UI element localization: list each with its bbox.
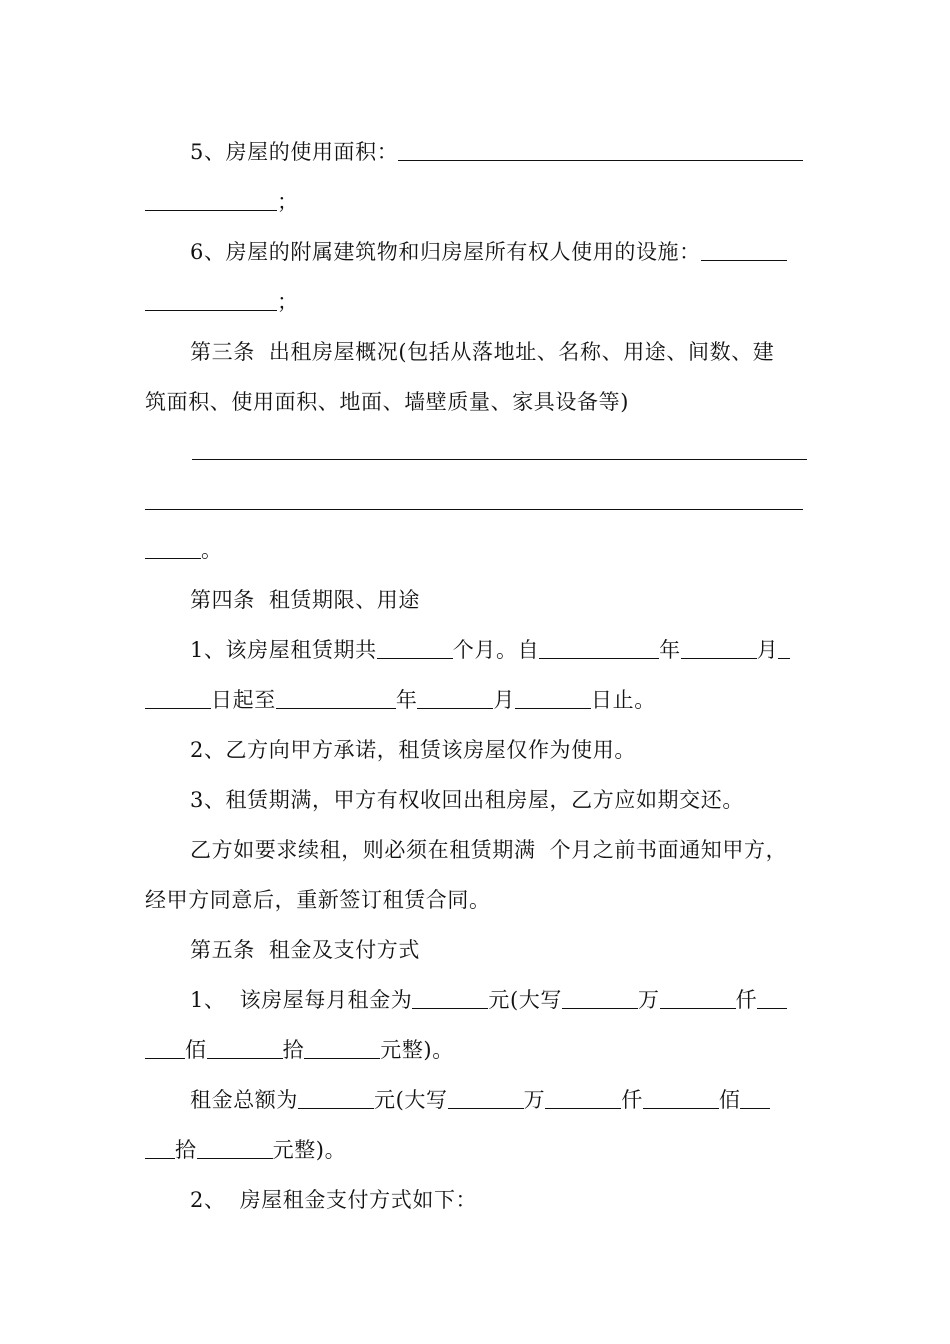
- usage-promise-line: [145, 735, 807, 765]
- yuan-uppercase-label: 元(大写: [374, 1088, 448, 1112]
- semicolon: ；: [277, 190, 299, 214]
- total-bai-blank: [643, 1087, 719, 1109]
- article-3-number: 第三条: [190, 340, 255, 364]
- total-yuan-blank: [197, 1137, 273, 1159]
- rent-amount-blank: [412, 987, 488, 1009]
- description-blank-1: [192, 459, 807, 460]
- usable-area-label: 5、房屋的使用面积：: [190, 140, 399, 164]
- day-end-label: 日止。: [591, 688, 656, 712]
- month-label: 月: [756, 638, 779, 662]
- start-year-blank: [539, 637, 659, 659]
- end-year-blank: [276, 687, 396, 709]
- article-4-heading: [145, 585, 807, 615]
- bai-blank-2: [145, 1037, 185, 1059]
- yuan-end-label: 元整)。: [272, 1138, 347, 1162]
- shi-blank: [207, 1037, 283, 1059]
- lease-term-label: 1、该房屋租赁期共: [190, 638, 377, 662]
- lease-expiry-text: 3、租赁期满，甲方有权收回出租房屋，乙方应如期交还。: [190, 788, 744, 812]
- start-month-blank: [681, 637, 757, 659]
- total-rent-continuation: [145, 1135, 807, 1165]
- description-blank-3: [145, 537, 201, 559]
- start-day-blank: [778, 637, 790, 659]
- until-label: 日起至: [211, 688, 276, 712]
- facilities-blank-2: [145, 289, 277, 311]
- article-4-title: 租赁期限、用途: [268, 588, 421, 612]
- usable-area-line: [145, 137, 807, 167]
- start-day-blank-2: [145, 687, 211, 709]
- lease-term-line: [145, 635, 807, 665]
- usable-area-blank: [398, 139, 803, 161]
- article-5-heading: [145, 935, 807, 965]
- usage-promise-text: 2、乙方向甲方承诺，租赁该房屋仅作为使用。: [190, 738, 636, 762]
- end-day-blank: [515, 687, 591, 709]
- rent-item-number: 1、: [190, 988, 226, 1012]
- months-from-label: 个月。自: [452, 638, 540, 662]
- monthly-rent-continuation: [145, 1035, 807, 1065]
- total-qian-blank: [545, 1087, 621, 1109]
- article-5-number: 第五条: [190, 938, 255, 962]
- bai-label: 佰: [718, 1088, 741, 1112]
- article-3-continuation: [145, 387, 807, 417]
- total-rent-label: 租金总额为: [190, 1088, 298, 1112]
- article-3-text: 出租房屋概况(包括从落地址、名称、用途、间数、建: [268, 340, 775, 364]
- renewal-text-a: 乙方如要求续租，则必须在租赁期满: [190, 838, 536, 862]
- qian-label: 仟: [735, 988, 758, 1012]
- facilities-line: [145, 237, 807, 267]
- payment-method-label: 房屋租金支付方式如下：: [239, 1188, 478, 1212]
- year-label: 年: [395, 688, 418, 712]
- facilities-label: 6、房屋的附属建筑物和归房屋所有权人使用的设施：: [190, 240, 701, 264]
- facilities-continuation: [145, 287, 807, 317]
- end-month-blank: [417, 687, 493, 709]
- total-amount-blank: [298, 1087, 374, 1109]
- qian-blank: [660, 987, 736, 1009]
- qian-label: 仟: [621, 1088, 643, 1112]
- description-end: [145, 535, 807, 565]
- article-4-number: 第四条: [190, 588, 255, 612]
- semicolon: ；: [277, 290, 299, 314]
- renewal-continuation: [145, 885, 807, 915]
- month-label: 月: [493, 688, 516, 712]
- renewal-line: [145, 835, 807, 865]
- total-shi-blank-2: [145, 1137, 175, 1159]
- yuan-uppercase-label: 元(大写: [488, 988, 562, 1012]
- lease-term-continuation: [145, 685, 807, 715]
- full-stop: 。: [201, 538, 223, 562]
- wan-blank: [562, 987, 638, 1009]
- total-wan-blank: [448, 1087, 524, 1109]
- payment-method-line: [145, 1185, 807, 1215]
- yuan-blank: [304, 1037, 380, 1059]
- bai-label: 佰: [185, 1038, 207, 1062]
- bai-blank: [757, 987, 787, 1009]
- yuan-end-label: 元整)。: [380, 1038, 454, 1062]
- article-3-text-2: 筑面积、使用面积、地面、墙壁质量、家具设备等): [145, 390, 629, 414]
- year-label: 年: [659, 638, 681, 662]
- wan-label: 万: [523, 1088, 546, 1112]
- usable-area-blank-2: [145, 189, 277, 211]
- renewal-text-b: 个月之前书面通知甲方，: [549, 838, 788, 862]
- shi-label: 拾: [282, 1038, 305, 1062]
- wan-label: 万: [637, 988, 660, 1012]
- monthly-rent-line: [145, 985, 807, 1015]
- article-5-title: 租金及支付方式: [268, 938, 421, 962]
- shi-label: 拾: [175, 1138, 197, 1162]
- article-3-heading: [145, 337, 807, 367]
- monthly-rent-label: 该房屋每月租金为: [239, 988, 413, 1012]
- lease-expiry-line: [145, 785, 807, 815]
- usable-area-continuation: [145, 187, 807, 217]
- total-shi-blank: [740, 1087, 770, 1109]
- payment-item-number: 2、: [190, 1188, 226, 1212]
- facilities-blank: [701, 239, 787, 261]
- renewal-text-c: 经甲方同意后，重新签订租赁合同。: [145, 888, 491, 912]
- description-blank-2: [145, 509, 803, 510]
- months-blank: [377, 637, 453, 659]
- total-rent-line: [145, 1085, 807, 1115]
